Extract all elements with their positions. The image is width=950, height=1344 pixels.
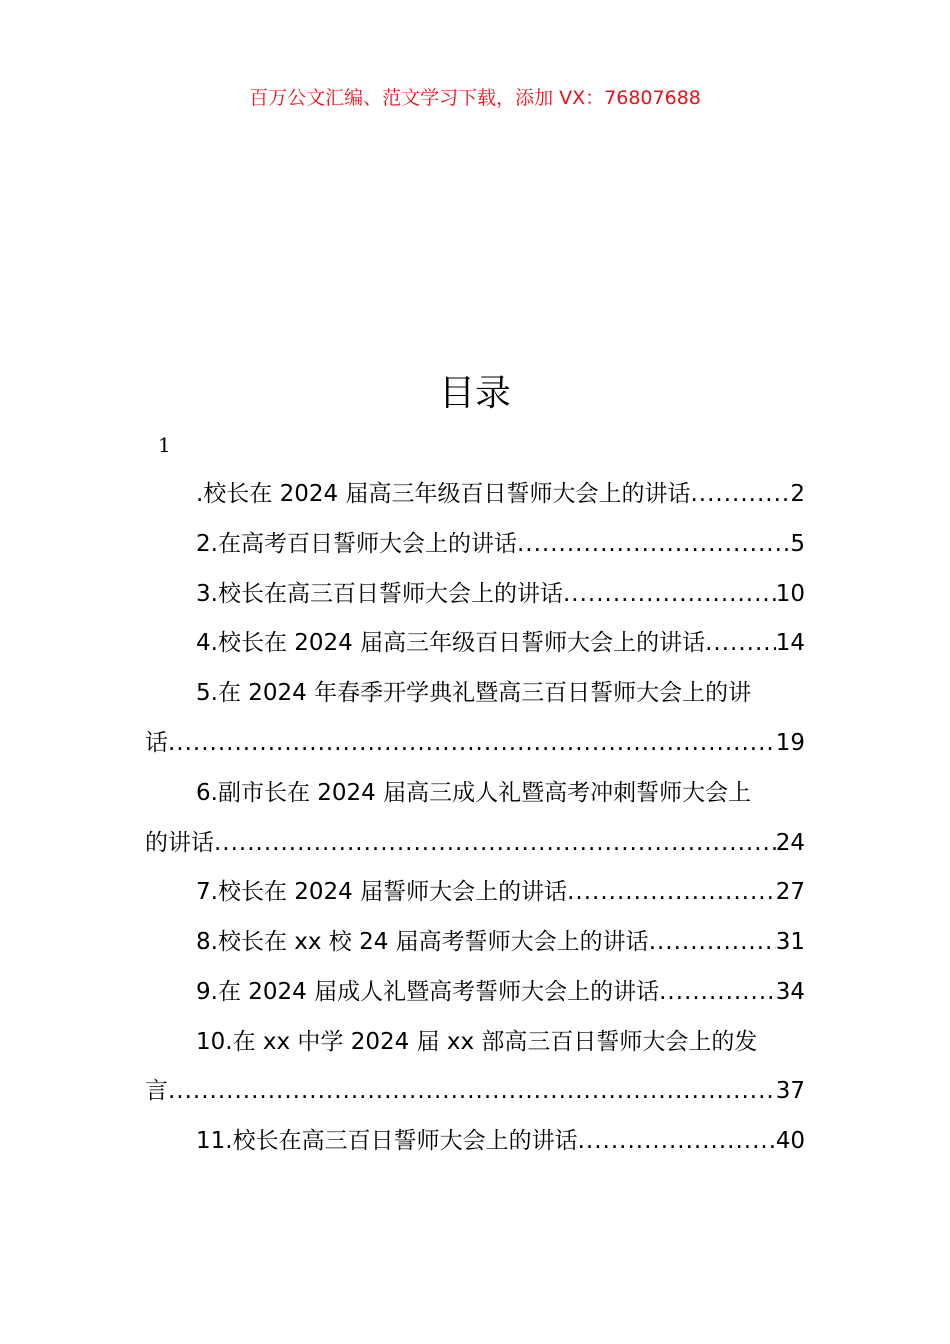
toc-entry-title-cont: 言: [145, 1078, 168, 1104]
page-title: 目录: [438, 373, 511, 414]
dot-leader: [214, 827, 776, 859]
toc-entry-title: 5.在 2024 年春季开学典礼暨高三百日誓师大会上的讲: [196, 680, 752, 706]
toc-entry-title: 3.校长在高三百日誓师大会上的讲话: [196, 581, 563, 607]
dot-leader: [578, 1125, 776, 1157]
toc-page-number: 14: [775, 630, 805, 656]
toc-page-number: 34: [775, 979, 805, 1005]
toc-entry-9[interactable]: [196, 976, 805, 1008]
toc-page-number: 40: [775, 1128, 805, 1154]
toc-page-number: 5: [790, 531, 805, 557]
toc-entry-1[interactable]: [196, 478, 805, 510]
toc-entry-title: 2.在高考百日誓师大会上的讲话: [196, 531, 517, 557]
dot-leader: [690, 478, 790, 510]
toc-entry-10[interactable]: [196, 1026, 805, 1058]
dot-leader: [567, 876, 776, 908]
toc-entry-11[interactable]: [196, 1125, 805, 1157]
toc-entry-3[interactable]: [196, 578, 805, 610]
dot-leader: [168, 1075, 776, 1107]
toc-entry-title: 4.校长在 2024 届高三年级百日誓师大会上的讲话: [196, 630, 706, 656]
toc-page-number: 31: [775, 929, 805, 955]
toc-entry-5-continuation[interactable]: [145, 727, 805, 759]
dot-leader: [168, 727, 776, 759]
toc-page-number: 2: [790, 481, 805, 507]
toc-entry-4[interactable]: [196, 627, 805, 659]
toc-entry-10-continuation[interactable]: [145, 1075, 805, 1107]
toc-entry-title: 9.在 2024 届成人礼暨高考誓师大会上的讲话: [196, 979, 660, 1005]
toc-entry-title: 11.校长在高三百日誓师大会上的讲话: [196, 1128, 578, 1154]
toc-page-number: 37: [775, 1078, 805, 1104]
toc-entry-title: 8.校长在 xx 校 24 届高考誓师大会上的讲话: [196, 929, 649, 955]
dot-leader: [649, 926, 776, 958]
toc-entry-7[interactable]: [196, 876, 805, 908]
toc-entry-6[interactable]: [196, 777, 805, 809]
toc-page-number: 10: [775, 581, 805, 607]
toc-entry-2[interactable]: [196, 528, 805, 560]
toc-page-number: 27: [775, 879, 805, 905]
toc-entry-title: 10.在 xx 中学 2024 届 xx 部高三百日誓师大会上的发: [196, 1029, 758, 1055]
dot-leader: [705, 627, 776, 659]
toc-entry-6-continuation[interactable]: [145, 827, 805, 859]
toc-entry-title-cont: 的讲话: [145, 830, 214, 856]
toc-page-number: 19: [775, 730, 805, 756]
list-number-marker: 1: [158, 433, 171, 457]
dot-leader: [659, 976, 776, 1008]
download-banner: 百万公文汇编、范文学习下载，添加 VX：76807688: [249, 87, 701, 109]
dot-leader: [517, 528, 790, 560]
dot-leader: [563, 578, 776, 610]
toc-entry-title: 7.校长在 2024 届誓师大会上的讲话: [196, 879, 568, 905]
toc-entry-title-cont: 话: [145, 730, 168, 756]
toc-page-number: 24: [775, 830, 805, 856]
toc-entry-5[interactable]: [196, 677, 805, 709]
toc-entry-title: .校长在 2024 届高三年级百日誓师大会上的讲话: [196, 481, 691, 507]
toc-entry-8[interactable]: [196, 926, 805, 958]
toc-entry-title: 6.副市长在 2024 届高三成人礼暨高考冲刺誓师大会上: [196, 780, 752, 806]
